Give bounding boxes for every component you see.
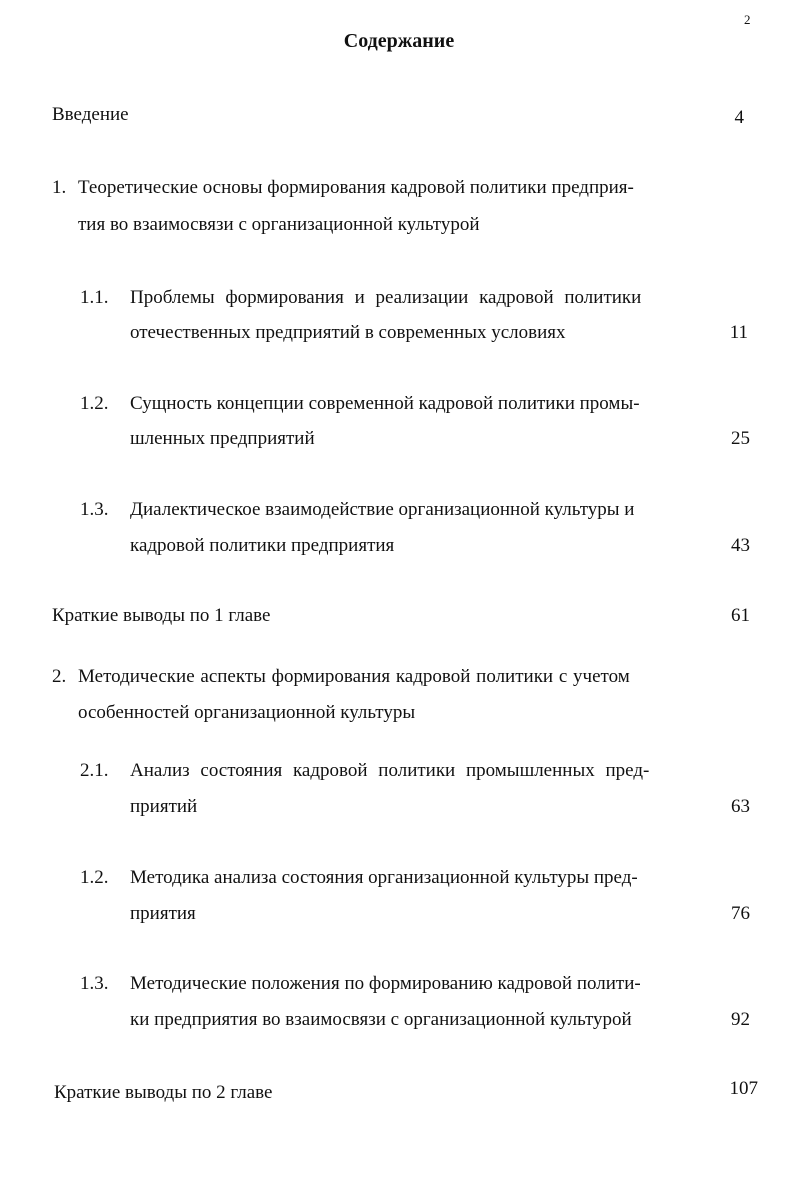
toc-entry-page: 4	[734, 107, 744, 128]
page-title: Содержание	[343, 30, 455, 52]
toc-entry-number: 1.3.	[80, 973, 109, 994]
toc-entry-label: Краткие выводы по 1 главе	[52, 605, 271, 626]
toc-entry-number: 1.2.	[80, 393, 109, 414]
toc-entry-label: Краткие выводы по 2 главе	[54, 1082, 273, 1103]
toc-entry-number: 2.	[52, 666, 67, 687]
toc-entry-line: кадровой политики предприятия	[130, 535, 395, 556]
toc-entry-line: Диалектическое взаимодействие организационной культуры и	[130, 499, 635, 520]
toc-entry-line: тия во взаимосвязи с организационной культурой	[78, 214, 480, 235]
toc-entry-number: 1.2.	[80, 867, 109, 888]
toc-entry-page: 63	[731, 796, 750, 817]
toc-entry-line: Анализ состояния кадровой политики промышленных пред-	[130, 760, 650, 781]
toc-entry-page: 107	[729, 1078, 758, 1099]
toc-entry-page: 76	[731, 903, 750, 924]
toc-entry-line: Проблемы формирования и реализации кадровой политики	[130, 287, 642, 308]
toc-entry-label: Введение	[52, 104, 129, 125]
toc-entry-line: Методические аспекты формирования кадровой политики с учетом	[78, 666, 630, 687]
toc-entry-number: 1.1.	[80, 287, 109, 308]
toc-entry-line: Методика анализа состояния организационной культуры пред-	[130, 867, 638, 888]
toc-entry-line: Сущность концепции современной кадровой политики промы-	[130, 393, 640, 414]
toc-entry-line: шленных предприятий	[130, 428, 315, 449]
toc-entry-line: Методические положения по формированию кадровой полити-	[130, 973, 641, 994]
toc-entry-line: приятий	[130, 796, 198, 817]
toc-entry-line: Теоретические основы формирования кадровой политики предприя-	[78, 177, 634, 198]
toc-entry-page: 92	[731, 1009, 750, 1030]
toc-entry-number: 1.	[52, 177, 67, 198]
toc-entry-page: 61	[731, 605, 750, 626]
toc-entry-page: 11	[729, 322, 748, 343]
toc-entry-line: особенностей организационной культуры	[78, 702, 416, 723]
toc-entry-line: отечественных предприятий в современных условиях	[130, 322, 566, 343]
toc-entry-number: 1.3.	[80, 499, 109, 520]
toc-entry-page: 25	[731, 428, 750, 449]
page-number: 2	[744, 12, 751, 27]
toc-entry-number: 2.1.	[80, 760, 109, 781]
toc-entry-page: 43	[731, 535, 750, 556]
toc-entry-line: приятия	[130, 903, 196, 924]
toc-entry-line: ки предприятия во взаимосвязи с организационной культурой	[130, 1009, 632, 1030]
